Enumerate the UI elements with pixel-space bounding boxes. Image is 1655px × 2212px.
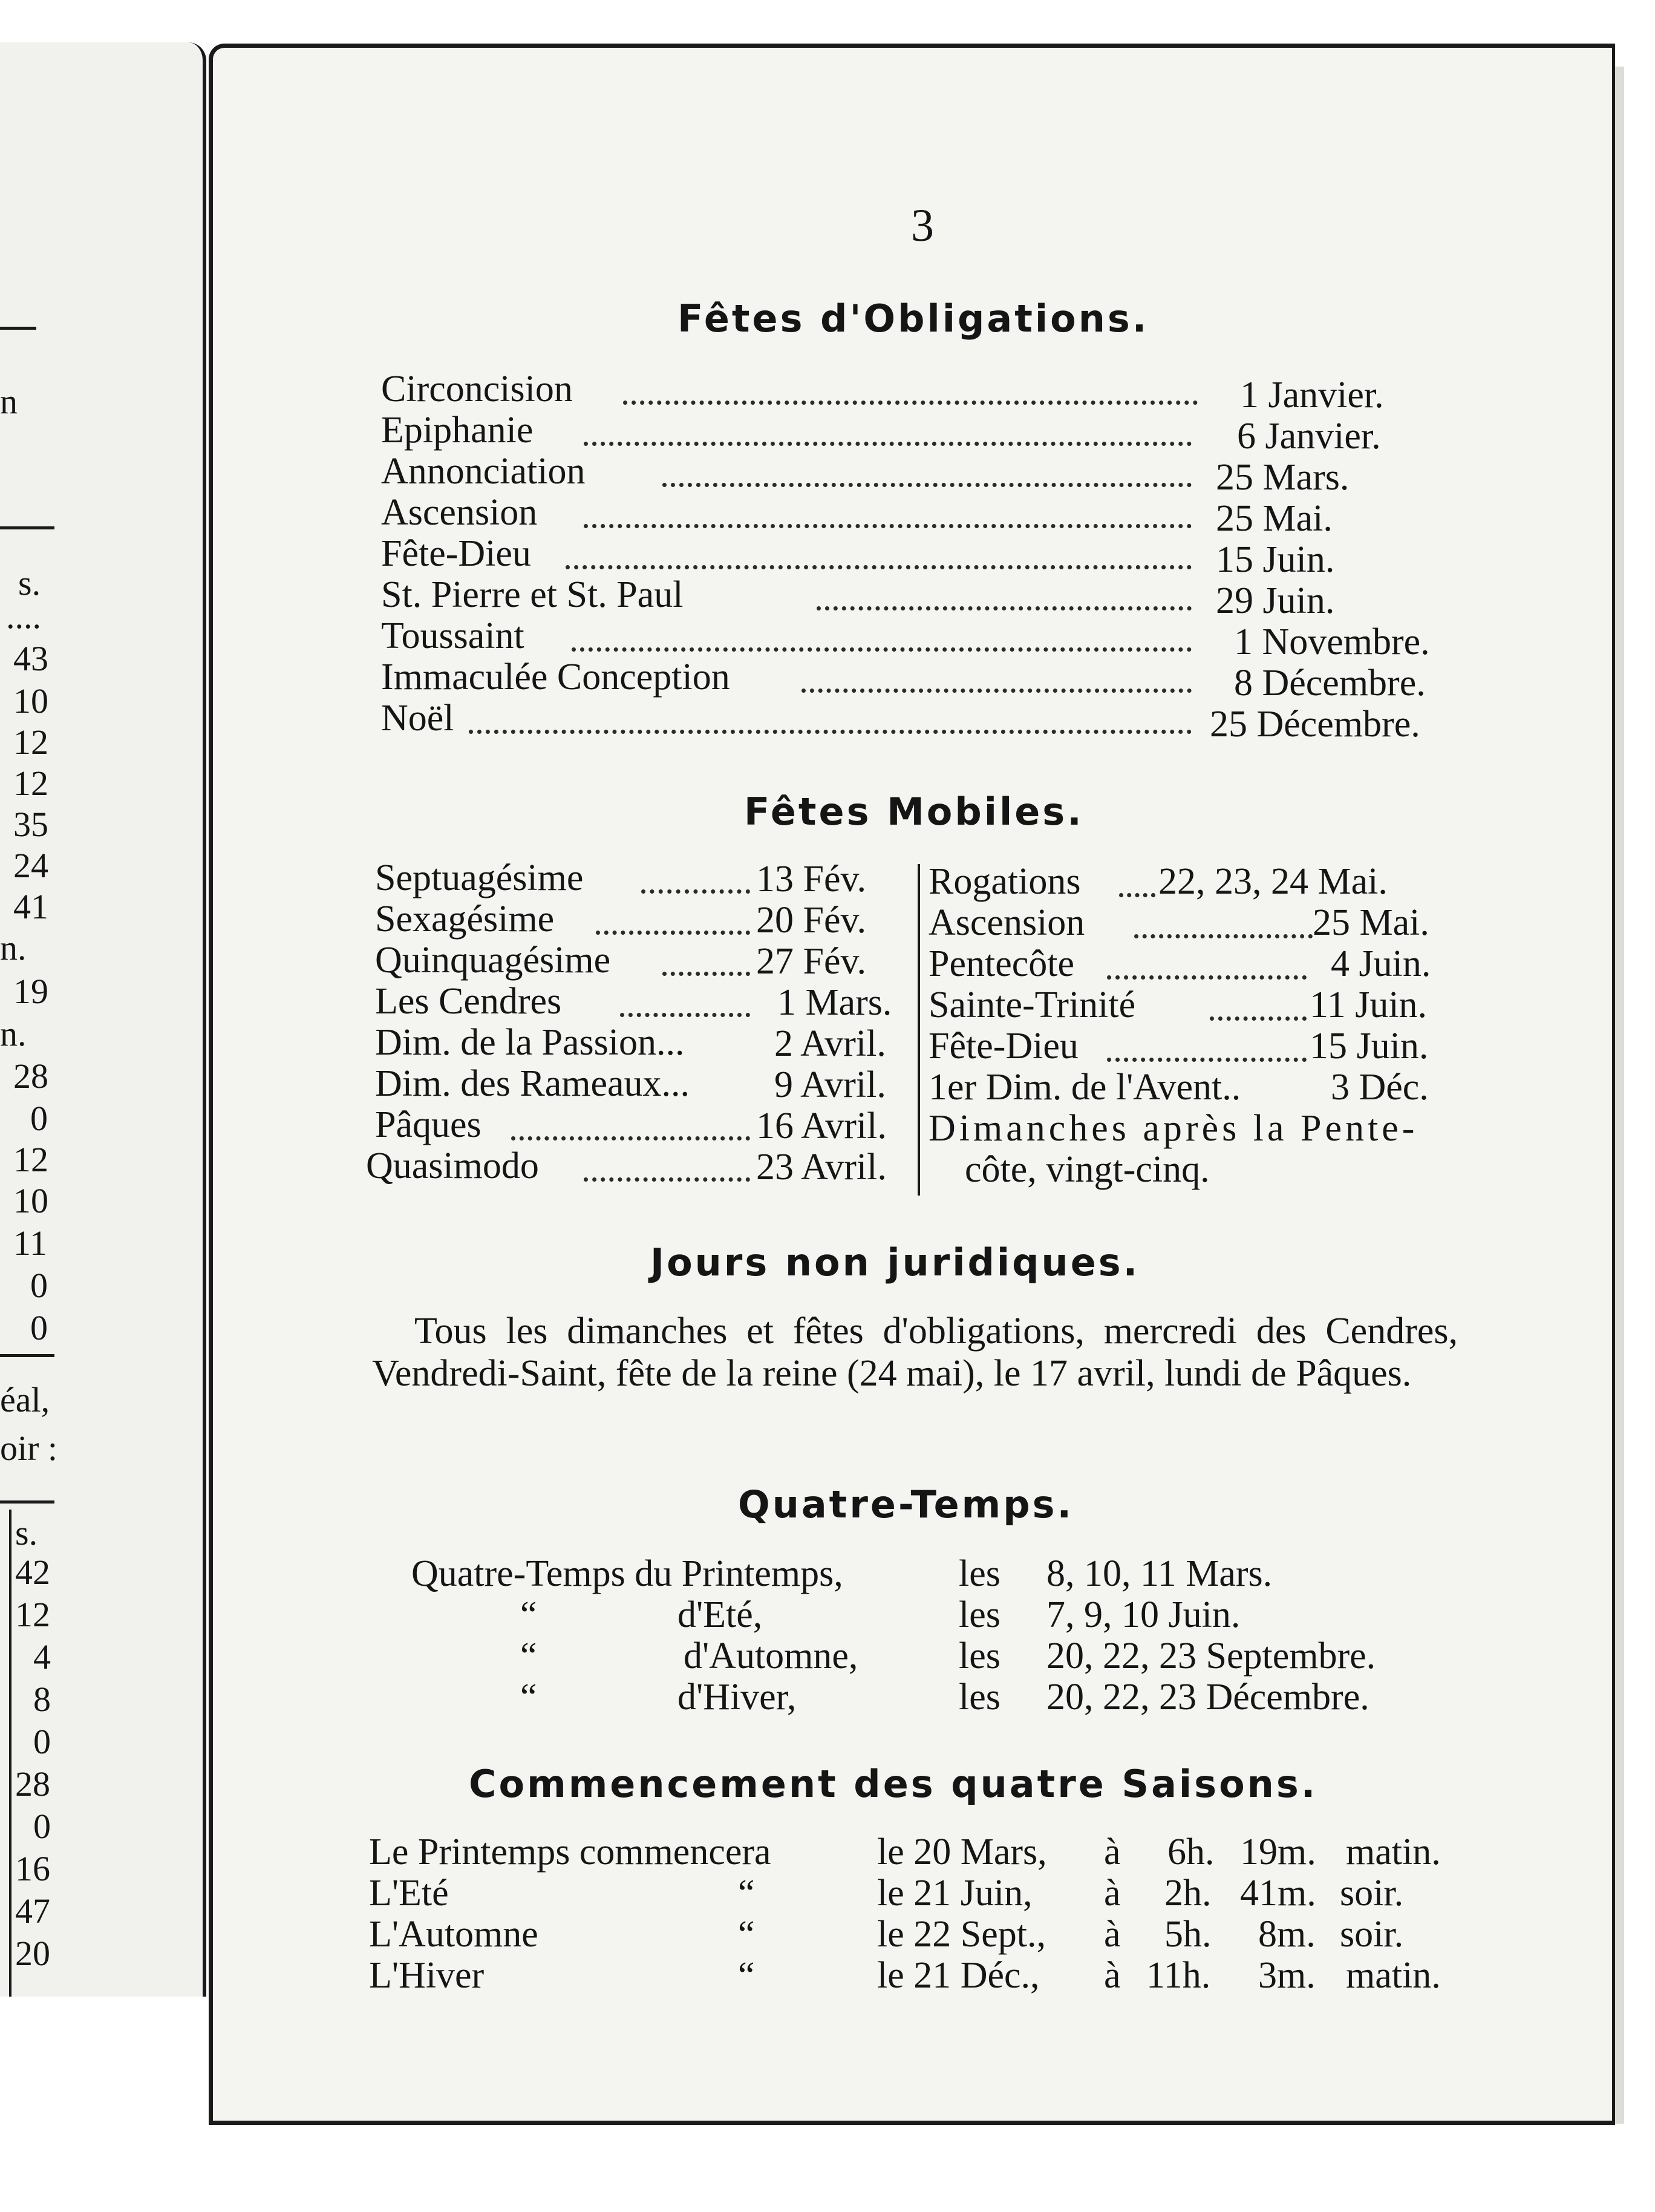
- left-number: 12: [13, 1140, 48, 1179]
- left-number: 11: [13, 1223, 47, 1263]
- left-fragment-text: n.: [0, 928, 27, 967]
- mobile-name: 1er Dim. de l'Avent..: [929, 1067, 1241, 1108]
- left-rule: [0, 526, 54, 529]
- left-column-rule: [9, 1510, 11, 1997]
- left-fragment-text: éal,: [0, 1380, 50, 1419]
- mobile-name: Pâques: [375, 1104, 481, 1145]
- section-title-jours: Jours non juridiques.: [650, 1240, 1140, 1284]
- leader-dots: [662, 483, 1192, 487]
- left-page-fragment: [0, 42, 206, 1997]
- saison-time: soir.: [1340, 1914, 1404, 1955]
- left-number: 0: [30, 1308, 48, 1347]
- left-rule: [0, 1500, 54, 1504]
- mobile-date: 4 Juin.: [1331, 943, 1431, 984]
- saison-hour: 5h.: [1164, 1914, 1212, 1955]
- leader-dots: [584, 1177, 750, 1182]
- saison-hour: 11h.: [1146, 1955, 1211, 1996]
- left-number: 28: [15, 1764, 50, 1804]
- saison-name: L'Automne: [369, 1914, 538, 1955]
- left-number: 28: [13, 1056, 48, 1096]
- saison-a: à: [1104, 1914, 1121, 1955]
- qt-dates: 20, 22, 23 Décembre.: [1046, 1677, 1369, 1718]
- left-fragment-text: oir :: [0, 1428, 58, 1468]
- saison-time: soir.: [1340, 1873, 1404, 1914]
- left-number: 47: [15, 1891, 50, 1931]
- left-number: 0: [30, 1099, 48, 1138]
- mobile-name: Rogations: [929, 861, 1081, 902]
- mobile-date: 13 Fév.: [756, 859, 866, 900]
- leader-dots: [1119, 893, 1155, 897]
- obligation-date: 25 Mars.: [1216, 457, 1350, 498]
- left-number: 12: [13, 764, 48, 803]
- section-title-quatre-temps: Quatre-Temps.: [738, 1482, 1074, 1526]
- obligation-name: Ascension: [381, 492, 538, 533]
- obligation-date: 1 Janvier.: [1240, 375, 1384, 416]
- section-title-saisons: Commencement des quatre Saisons.: [469, 1762, 1318, 1806]
- mobile-date: 16 Avril.: [756, 1105, 887, 1147]
- mobile-name: Sainte-Trinité: [929, 984, 1136, 1026]
- obligation-name: St. Pierre et St. Paul: [381, 574, 684, 615]
- obligation-date: 6 Janvier.: [1237, 416, 1381, 457]
- saison-min: 41m.: [1240, 1873, 1316, 1914]
- qt-dates: 8, 10, 11 Mars.: [1046, 1553, 1273, 1594]
- left-number: 20: [15, 1934, 50, 1973]
- obligation-name: Immaculée Conception: [381, 656, 730, 698]
- column-divider: [918, 864, 920, 1196]
- leader-dots: [620, 1013, 750, 1017]
- mobile-name: Ascension: [929, 902, 1085, 943]
- qt-les: les: [959, 1594, 1001, 1635]
- saison-min: 3m.: [1258, 1955, 1316, 1996]
- mobile-date: 23 Avril.: [756, 1147, 887, 1188]
- qt-season: d'Hiver,: [677, 1677, 797, 1718]
- mobile-note: côte, vingt-cinq.: [965, 1149, 1210, 1190]
- left-fragment-text: s.: [15, 1513, 38, 1553]
- left-fragment-text: n: [0, 382, 18, 421]
- left-number: 43: [13, 639, 48, 678]
- left-fragment-text: s.: [18, 563, 41, 603]
- saison-hour: 2h.: [1164, 1873, 1212, 1914]
- left-number: 8: [33, 1680, 51, 1719]
- section-title-obligations: Fêtes d'Obligations.: [677, 296, 1149, 341]
- obligation-date: 8 Décembre.: [1234, 663, 1426, 704]
- obligation-date: 15 Juin.: [1216, 539, 1335, 580]
- leader-dots: [1210, 1016, 1307, 1021]
- leader-dots: [572, 647, 1192, 652]
- mobile-date: 3 Déc.: [1331, 1067, 1429, 1108]
- qt-season: d'Automne,: [684, 1635, 858, 1677]
- leader-dots: [1134, 934, 1313, 938]
- obligation-name: Fête-Dieu: [381, 533, 531, 574]
- obligation-name: Circoncision: [381, 368, 573, 410]
- left-fragment-text: n.: [0, 1014, 27, 1053]
- left-rule: [0, 327, 36, 330]
- left-number: 4: [33, 1637, 51, 1677]
- leader-dots: [1107, 1058, 1307, 1062]
- qt-les: les: [959, 1635, 1001, 1677]
- left-rule: [0, 1354, 54, 1357]
- leader-dots: [566, 565, 1192, 569]
- qt-les: les: [959, 1553, 1001, 1594]
- obligation-date: 25 Mai.: [1216, 498, 1333, 539]
- saison-date: le 20 Mars,: [877, 1831, 1047, 1873]
- qt-ditto: “: [520, 1635, 537, 1677]
- mobile-date: 11 Juin.: [1310, 984, 1428, 1026]
- qt-label: Quatre-Temps du Printemps,: [411, 1553, 843, 1594]
- saison-date: le 21 Déc.,: [877, 1955, 1040, 1996]
- mobile-date: 9 Avril.: [774, 1064, 886, 1105]
- leader-dots: [584, 524, 1192, 528]
- obligation-date: 1 Novembre.: [1234, 621, 1430, 663]
- leader-dots: [596, 931, 750, 935]
- leader-dots: [662, 972, 750, 976]
- saison-ditto: “: [738, 1873, 755, 1914]
- saison-date: le 21 Juin,: [877, 1873, 1033, 1914]
- jours-paragraph: Tous les dimanches et fêtes d'obligations, mercredi des Cendres, Vendredi-Saint, fête de la reine (24 mai), le 17 avril, lundi de Pâques.: [372, 1311, 1458, 1394]
- leader-dots: [801, 689, 1192, 693]
- obligation-date: 29 Juin.: [1216, 580, 1335, 621]
- mobile-date: 27 Fév.: [756, 941, 866, 982]
- obligation-name: Noël: [381, 698, 454, 739]
- left-number: 0: [30, 1266, 48, 1305]
- saison-ditto: “: [738, 1914, 755, 1955]
- qt-season: d'Eté,: [677, 1594, 763, 1635]
- left-number: 19: [13, 972, 48, 1011]
- mobile-name: Les Cendres: [375, 981, 562, 1022]
- saison-name: L'Eté: [369, 1873, 449, 1914]
- mobile-name: Dim. des Rameaux...: [375, 1063, 690, 1104]
- mobile-name: Fête-Dieu: [929, 1026, 1079, 1067]
- leader-dots: [469, 730, 1192, 734]
- saison-name: L'Hiver: [369, 1955, 485, 1996]
- qt-dates: 7, 9, 10 Juin.: [1046, 1594, 1241, 1635]
- saison-time: matin.: [1346, 1831, 1441, 1873]
- left-number: 42: [15, 1553, 50, 1592]
- saison-a: à: [1104, 1831, 1121, 1873]
- mobile-name: Quasimodo: [366, 1145, 539, 1186]
- left-number: 10: [13, 681, 48, 721]
- section-title-mobiles: Fêtes Mobiles.: [744, 790, 1084, 834]
- leader-dots: [817, 606, 1192, 610]
- mobile-name: Quinquagésime: [375, 940, 611, 981]
- mobile-note: Dimanches après la Pente-: [929, 1108, 1418, 1149]
- obligation-name: Annonciation: [381, 451, 586, 492]
- saison-min: 19m.: [1240, 1831, 1316, 1873]
- saison-name: Le Printemps commencera: [369, 1831, 771, 1873]
- mobile-date: 22, 23, 24 Mai.: [1158, 861, 1388, 902]
- left-number: 10: [13, 1181, 48, 1220]
- qt-ditto: “: [520, 1594, 537, 1635]
- saison-a: à: [1104, 1873, 1121, 1914]
- obligation-name: Toussaint: [381, 615, 524, 656]
- saison-time: matin.: [1346, 1955, 1441, 1996]
- mobile-date: 15 Juin.: [1310, 1026, 1429, 1067]
- mobile-name: Pentecôte: [929, 943, 1075, 984]
- left-number: 24: [13, 846, 48, 885]
- leader-dots: [584, 442, 1192, 446]
- saison-a: à: [1104, 1955, 1121, 1996]
- page-number: 3: [911, 200, 934, 251]
- left-number: 12: [13, 722, 48, 762]
- mobile-date: 2 Avril.: [774, 1023, 886, 1064]
- left-number: 35: [13, 805, 48, 844]
- qt-dates: 20, 22, 23 Septembre.: [1046, 1635, 1376, 1677]
- left-fragment-text: ....: [6, 597, 41, 636]
- left-number: 0: [33, 1722, 51, 1761]
- saison-ditto: “: [738, 1955, 755, 1996]
- obligation-name: Epiphanie: [381, 410, 534, 451]
- qt-les: les: [959, 1677, 1001, 1718]
- leader-dots: [623, 401, 1198, 405]
- mobile-name: Sexagésime: [375, 898, 555, 940]
- saison-min: 8m.: [1258, 1914, 1316, 1955]
- mobile-date: 1 Mars.: [777, 982, 892, 1023]
- saison-date: le 22 Sept.,: [877, 1914, 1046, 1955]
- left-number: 12: [15, 1595, 50, 1634]
- mobile-name: Dim. de la Passion...: [375, 1022, 685, 1063]
- leader-dots: [1107, 975, 1307, 980]
- leader-dots: [641, 889, 750, 894]
- mobile-date: 20 Fév.: [756, 900, 866, 941]
- saison-hour: 6h.: [1167, 1831, 1215, 1873]
- mobile-date: 25 Mai.: [1313, 902, 1429, 943]
- leader-dots: [511, 1136, 750, 1140]
- left-number: 16: [15, 1849, 50, 1888]
- left-number: 41: [13, 887, 48, 926]
- mobile-name: Septuagésime: [375, 857, 584, 898]
- qt-ditto: “: [520, 1677, 537, 1718]
- obligation-date: 25 Décembre.: [1210, 704, 1420, 745]
- left-number: 0: [33, 1807, 51, 1846]
